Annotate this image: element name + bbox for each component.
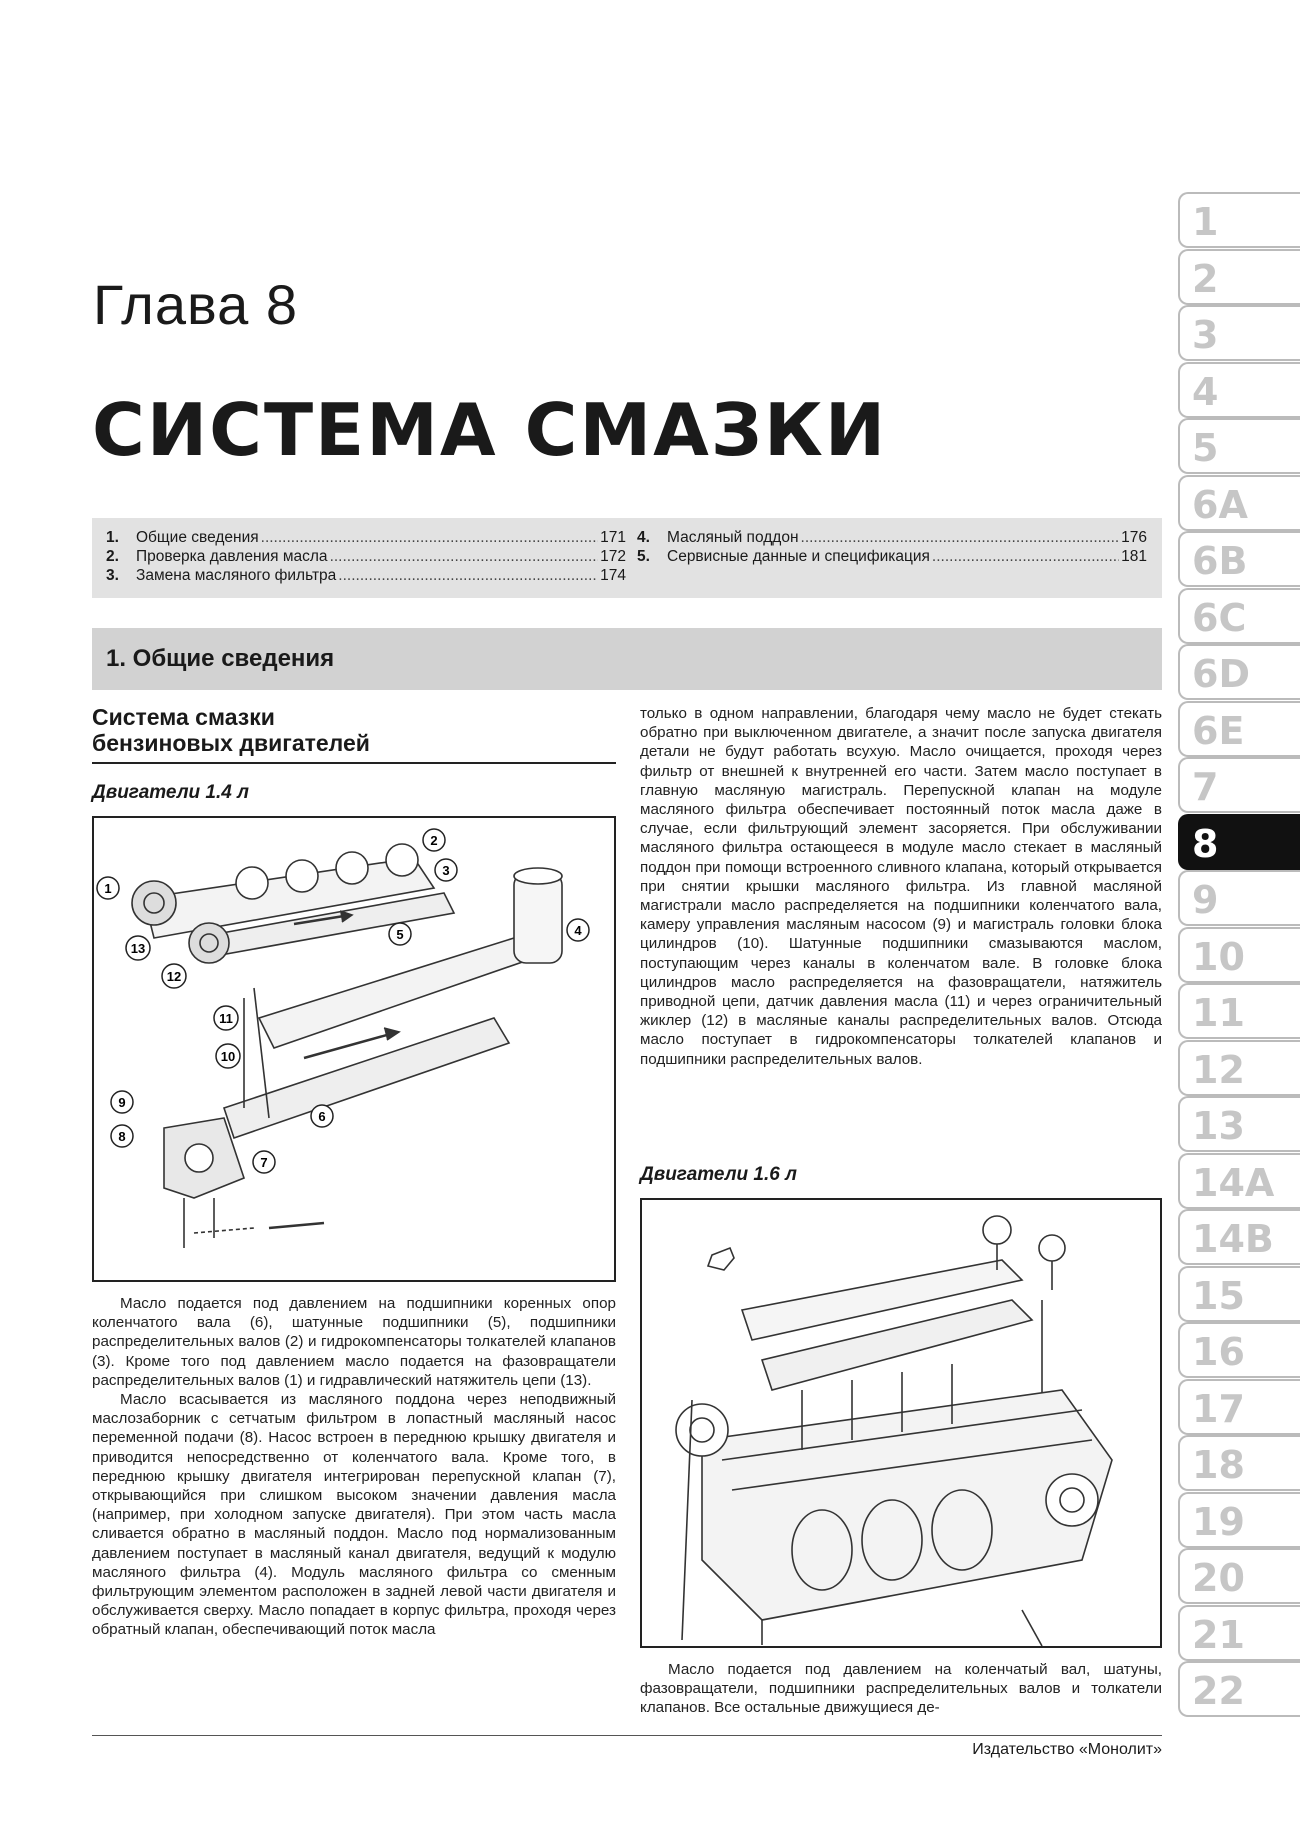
toc-item[interactable]: 5. Сервисные данные и спецификация ..... 181 <box>637 547 1147 566</box>
chapter-tab-2[interactable]: 2 <box>1178 249 1300 305</box>
toc-item-page: 171 <box>600 529 626 546</box>
chapter-tab-3[interactable]: 3 <box>1178 305 1300 361</box>
right-column-text-top <box>640 704 1162 1069</box>
toc-item-title: Сервисные данные и спецификация <box>667 548 930 565</box>
toc-item[interactable]: 2. Проверка давления масла ..... 172 <box>106 547 626 566</box>
svg-text:7: 7 <box>260 1155 268 1170</box>
callout <box>216 1044 240 1068</box>
chapter-tab-12[interactable]: 12 <box>1178 1040 1300 1096</box>
callout <box>97 877 119 899</box>
svg-text:11: 11 <box>219 1011 233 1026</box>
callout <box>311 1105 333 1127</box>
toc-left-column <box>106 528 626 585</box>
callout <box>111 1091 133 1113</box>
toc-item-page: 172 <box>600 548 626 565</box>
callout <box>253 1151 275 1173</box>
toc-right-column <box>637 528 1147 566</box>
engine-16-diagram <box>640 1198 1162 1648</box>
callout <box>162 964 186 988</box>
chapter-tab-13[interactable]: 13 <box>1178 1096 1300 1152</box>
chapter-tab-8[interactable]: 8 <box>1178 814 1300 870</box>
toc-item[interactable]: 3. Замена масляного фильтра ..... 174 <box>106 566 626 585</box>
chapter-tab-6a[interactable]: 6A <box>1178 475 1300 531</box>
paragraph: Масло подается под давлением на подшипники коренных опор коленчатого вала (6), шатунные подшипники (5), подшипники распределительных валов (2) и гидрокомпенсаторы толкателей клапанов (3). Кроме того под давлением масло подается на фазовращатели распределительных валов (1) и гидравлический натяжитель цепи (13). <box>92 1295 616 1389</box>
chapter-tab-17[interactable]: 17 <box>1178 1379 1300 1435</box>
callout <box>111 1125 133 1147</box>
chapter-tab-9[interactable]: 9 <box>1178 870 1300 926</box>
chapter-tab-20[interactable]: 20 <box>1178 1548 1300 1604</box>
toc-item-page: 176 <box>1121 529 1147 546</box>
right-column-text-bottom <box>640 1660 1162 1718</box>
callout <box>567 919 589 941</box>
engine-16-label: Двигатели 1.6 л <box>640 1164 797 1185</box>
toc-item-title: Масляный поддон <box>667 529 799 546</box>
chapter-tab-10[interactable]: 10 <box>1178 927 1300 983</box>
toc-item[interactable]: 4. Масляный поддон ..... 176 <box>637 528 1147 547</box>
toc-item-title: Проверка давления масла <box>136 548 328 565</box>
chapter-tab-14a[interactable]: 14A <box>1178 1153 1300 1209</box>
subsection-heading: Система смазки бензиновых двигателей <box>92 704 616 764</box>
chapter-tab-1[interactable]: 1 <box>1178 192 1300 248</box>
section-header <box>92 628 1162 690</box>
engine-14-diagram <box>92 816 616 1282</box>
table-of-contents <box>92 518 1162 598</box>
chapter-tab-6c[interactable]: 6C <box>1178 588 1300 644</box>
chapter-tab-4[interactable]: 4 <box>1178 362 1300 418</box>
svg-text:12: 12 <box>166 969 182 984</box>
callout <box>389 923 411 945</box>
engine-14-label: Двигатели 1.4 л <box>92 782 249 803</box>
svg-text:9: 9 <box>118 1095 126 1110</box>
svg-text:1: 1 <box>104 881 112 896</box>
svg-text:2: 2 <box>430 833 438 848</box>
oil-circuit-14-illustration <box>94 818 614 1280</box>
toc-item-title: Замена масляного фильтра <box>136 567 337 584</box>
chapter-tab-14b[interactable]: 14B <box>1178 1209 1300 1265</box>
chapter-tab-6d[interactable]: 6D <box>1178 644 1300 700</box>
paragraph: только в одном направлении, благодаря чему масло не будет стекать обратно при выключенном двигателе, а значит после запуска двигателя детали не будут работать всухую. Масло очищается, проходя через фильтр от внешней к внутренней его части. Затем масло поступает в главную масляную магистраль. Перепускной клапан на модуле масляного фильтра обеспечивает постоянный поток масла даже в случае, если фильтрующий элемент засоряется. При обслуживании масляного фильтра остающееся в модуле масло стекает в масляный поддон при помощи встроенного сливного клапана, который открывается при снятии крышки масляного фильтра. Из главной масляной магистрали масло распределяется на подшипники коленчатого вала, камеру управления масляным насосом (9) и магистраль головки блока цилиндров (10). Шатунные подшипники смазываются маслом, поступающим через каналы в коленчатом вале. В головке блока цилиндров масло распределяется на фазовращатели, натяжитель приводной цепи, датчик давления масла (11) и через ограничительный жиклер (12) в масляные каналы распределительных валов. Отсюда масло поступает в гидрокомпенсаторы толкателей клапанов и подшипники распределительных валов. <box>640 705 1162 1068</box>
oil-circuit-16-illustration <box>642 1200 1160 1646</box>
svg-text:13: 13 <box>130 941 146 956</box>
chapter-label: Глава 8 <box>93 273 298 336</box>
left-column-text <box>92 1294 616 1640</box>
paragraph: Масло всасывается из масляного поддона через неподвижный маслозаборник с сетчатым фильтром в лопастный масляный насос переменной подачи (8). Насос встроен в переднюю крышку двигателя и приводится непосредственно от коленчатого вала. Кроме того, в переднюю крышку двигателя интегрирован перепускной клапан (7), открывающийся при слишком высоком значении давления масла (например, при холодном запуске двигателя). При этом часть масла сливается обратно в масляный поддон. Масло под нормализованным давлением поступает в масляный канал двигателя, ведущий к модулю масляного фильтра (4). Модуль масляного фильтра со сменным фильтрующим элементом расположен в задней левой части двигателя и обслуживается сверху. Масло попадает в корпус фильтра, проходя через обратный клапан, обеспечивающий поток масла <box>92 1391 616 1639</box>
chapter-tab-19[interactable]: 19 <box>1178 1492 1300 1548</box>
chapter-tab-22[interactable]: 22 <box>1178 1661 1300 1717</box>
chapter-tabs <box>1178 192 1300 1718</box>
toc-item[interactable]: 1. Общие сведения ..... 171 <box>106 528 626 547</box>
chapter-tab-16[interactable]: 16 <box>1178 1322 1300 1378</box>
chapter-tab-6b[interactable]: 6B <box>1178 531 1300 587</box>
chapter-tab-21[interactable]: 21 <box>1178 1605 1300 1661</box>
chapter-tab-5[interactable]: 5 <box>1178 418 1300 474</box>
chapter-tab-6e[interactable]: 6E <box>1178 701 1300 757</box>
toc-item-page: 174 <box>600 567 626 584</box>
svg-text:10: 10 <box>220 1049 236 1064</box>
callout <box>423 829 445 851</box>
svg-text:5: 5 <box>396 927 404 942</box>
section-title: 1. Общие сведения <box>106 645 335 672</box>
svg-text:8: 8 <box>118 1129 126 1144</box>
paragraph: Масло подается под давлением на коленчатый вал, шатуны, фазовращатели, подшипники распределительных валов и толкатели клапанов. Все остальные движущиеся де- <box>640 1661 1162 1717</box>
svg-text:3: 3 <box>442 863 450 878</box>
chapter-tab-7[interactable]: 7 <box>1178 757 1300 813</box>
chapter-title: СИСТЕМА СМАЗКИ <box>92 388 888 472</box>
callout <box>435 859 457 881</box>
publisher: Издательство «Монолит» <box>972 1741 1162 1758</box>
svg-text:6: 6 <box>318 1109 326 1124</box>
footer-rule <box>92 1735 1162 1736</box>
chapter-tab-18[interactable]: 18 <box>1178 1435 1300 1491</box>
toc-item-page: 181 <box>1121 548 1147 565</box>
svg-text:4: 4 <box>574 923 582 938</box>
callout <box>214 1006 238 1030</box>
callout <box>126 936 150 960</box>
chapter-tab-15[interactable]: 15 <box>1178 1266 1300 1322</box>
chapter-tab-11[interactable]: 11 <box>1178 983 1300 1039</box>
toc-item-title: Общие сведения <box>136 529 259 546</box>
